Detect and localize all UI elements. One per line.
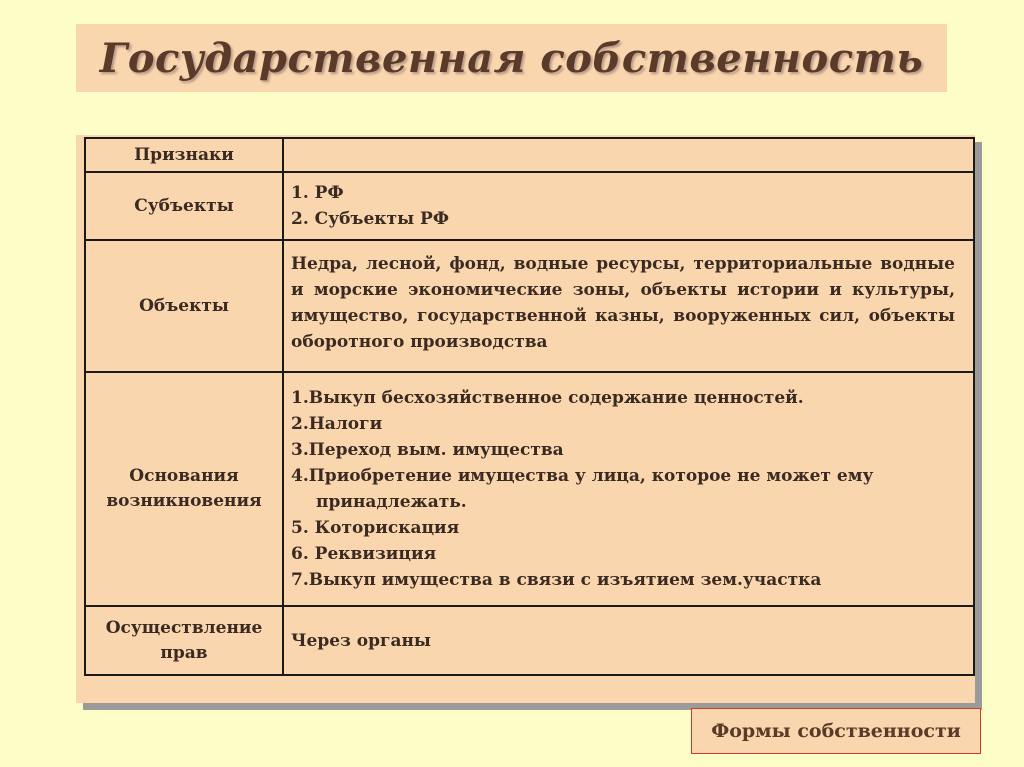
grounds-item: 3.Переход вым. имущества xyxy=(291,440,564,460)
forms-of-ownership-button[interactable]: Формы собственности xyxy=(691,708,981,754)
grounds-item: 1.Выкуп бесхозяйственное содержание ценностей. xyxy=(291,388,804,408)
table-row-grounds xyxy=(85,372,974,606)
objects-value: Недра, лесной, фонд, водные ресурсы, территориальные водные и морские экономические зоны, объекты истории и культуры, имущество, государственной казны, вооруженных сил, объекты оборотного производства xyxy=(283,240,974,372)
header-label: Признаки xyxy=(85,138,283,172)
subjects-item: 2. Субъекты РФ xyxy=(291,209,449,229)
grounds-item: 6. Реквизиция xyxy=(291,544,437,564)
title-banner xyxy=(76,24,947,92)
table-row-header xyxy=(85,138,974,172)
grounds-item: 2.Налоги xyxy=(291,414,383,434)
header-value xyxy=(283,138,974,172)
grounds-label xyxy=(85,372,283,606)
grounds-item: 4.Приобретение имущества у лица, которое не может ему xyxy=(291,466,874,486)
grounds-value xyxy=(283,372,974,606)
table-row-objects xyxy=(85,240,974,372)
grounds-label-line: Основания xyxy=(129,466,239,486)
page-title: Государственная собственность xyxy=(99,34,924,82)
subjects-label: Субъекты xyxy=(85,172,283,240)
grounds-label-line: возникновения xyxy=(106,491,262,511)
grounds-item-continued: принадлежать. xyxy=(316,492,467,512)
properties-table-panel xyxy=(76,135,975,703)
table-row-subjects xyxy=(85,172,974,240)
rights-label xyxy=(85,606,283,675)
subjects-item: 1. РФ xyxy=(291,183,344,203)
rights-value: Через органы xyxy=(283,606,974,675)
subjects-value xyxy=(283,172,974,240)
table-row-rights xyxy=(85,606,974,675)
rights-label-line: Осуществление xyxy=(105,617,263,638)
objects-label: Объекты xyxy=(85,240,283,372)
grounds-item: 7.Выкуп имущества в связи с изъятием зем.участка xyxy=(291,570,822,590)
grounds-item: 5. Которискация xyxy=(291,518,460,538)
properties-table xyxy=(84,137,975,676)
rights-label-line: прав xyxy=(160,642,208,663)
